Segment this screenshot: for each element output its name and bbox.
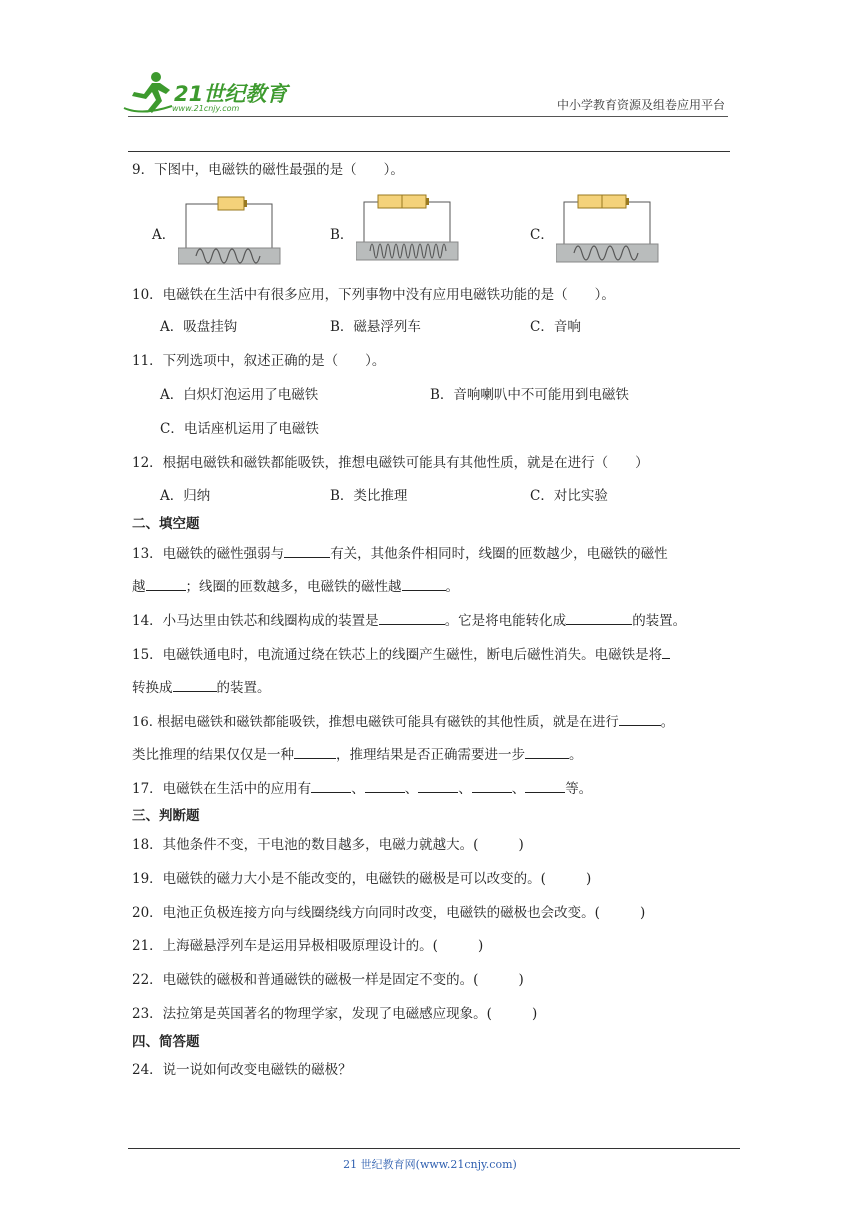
q12-option-b[interactable]: B．类比推理	[330, 488, 408, 504]
answer-blank[interactable]	[525, 744, 569, 759]
question-21: 21．上海磁悬浮列车是运用异极相吸原理设计的。( )	[132, 938, 484, 954]
q12-option-c[interactable]: C．对比实验	[530, 488, 608, 504]
q10-option-b[interactable]: B．磁悬浮列车	[330, 319, 421, 335]
section-short-answer-heading: 四、简答题	[132, 1034, 200, 1050]
question-22: 22．电磁铁的磁极和普通磁铁的磁极一样是固定不变的。( )	[132, 972, 524, 988]
question-13-line2: 越 ；线圈的匝数越多，电磁铁的磁性越 。	[132, 576, 459, 597]
header-divider-bottom	[128, 151, 730, 152]
q10-option-c[interactable]: C．音响	[530, 319, 581, 335]
platform-title: 中小学教育资源及组卷应用平台	[556, 98, 725, 112]
answer-blank[interactable]	[379, 610, 445, 625]
q11-option-a[interactable]: A．白炽灯泡运用了电磁铁	[160, 387, 319, 403]
q9-figure-b	[356, 190, 460, 270]
header-divider	[128, 116, 728, 117]
footer-link[interactable]: 21 世纪教育网(www.21cnjy.com)	[343, 1158, 517, 1171]
q9-option-b-label: B．	[330, 227, 354, 243]
question-16-line1: 16. 根据电磁铁和磁铁都能吸铁，推想电磁铁可能具有磁铁的其他性质，就是在进行 。	[132, 711, 674, 733]
section-true-false-heading: 三、判断题	[132, 808, 200, 824]
answer-blank[interactable]	[525, 778, 565, 793]
answer-blank[interactable]	[294, 744, 336, 759]
answer-blank[interactable]	[662, 644, 670, 659]
q9-figure-c	[556, 190, 660, 270]
q12-option-a[interactable]: A．归纳	[160, 488, 211, 504]
footer-divider	[128, 1148, 740, 1149]
question-16-line2: 类比推理的结果仅仅是一种 ，推理结果是否正确需要进一步 。	[132, 744, 583, 765]
section-fill-in-heading: 二、填空题	[132, 516, 200, 532]
logo-text: 21世纪教育	[174, 82, 288, 106]
question-14: 14．小马达里由铁芯和线圈构成的装置是 。它是将电能转化成 的装置。	[132, 610, 686, 631]
answer-blank[interactable]	[402, 576, 446, 591]
question-18: 18．其他条件不变，干电池的数目越多，电磁力就越大。( )	[132, 837, 524, 853]
question-10-stem: 10．电磁铁在生活中有很多应用，下列事物中没有应用电磁铁功能的是（ ）。	[132, 287, 615, 303]
question-24: 24．说一说如何改变电磁铁的磁极？	[132, 1062, 352, 1078]
question-11-stem: 11．下列选项中，叙述正确的是（ ）。	[132, 353, 386, 369]
answer-blank[interactable]	[365, 778, 405, 793]
question-9-stem: 9．下图中，电磁铁的磁性最强的是（ ）。	[132, 162, 404, 178]
answer-blank[interactable]	[146, 576, 186, 591]
question-12-stem: 12．根据电磁铁和磁铁都能吸铁，推想电磁铁可能具有其他性质，就是在进行（ ）	[132, 455, 649, 471]
runner-logo-icon	[122, 70, 178, 116]
question-23: 23．法拉第是英国著名的物理学家，发现了电磁感应现象。( )	[132, 1006, 538, 1022]
q9-option-c-label: C．	[530, 227, 554, 243]
question-20: 20．电池正负极连接方向与线圈绕线方向同时改变，电磁铁的磁极也会改变。( )	[132, 905, 646, 921]
question-15-line2: 转换成 的装置。	[132, 677, 271, 698]
answer-blank[interactable]	[472, 778, 512, 793]
question-13-line1: 13．电磁铁的磁性强弱与 有关，其他条件相同时，线圈的匝数越少，电磁铁的磁性	[132, 543, 668, 564]
answer-blank[interactable]	[173, 677, 217, 692]
q9-option-a-label: A．	[152, 227, 176, 243]
answer-blank[interactable]	[284, 543, 330, 558]
answer-blank[interactable]	[311, 778, 351, 793]
q11-option-c[interactable]: C．电话座机运用了电磁铁	[160, 421, 319, 437]
question-15-line1: 15．电磁铁通电时，电流通过绕在铁芯上的线圈产生磁性，断电后磁性消失。电磁铁是将	[132, 644, 670, 665]
q11-option-b[interactable]: B．音响喇叭中不可能用到电磁铁	[430, 387, 629, 403]
q9-figure-a	[178, 190, 282, 270]
logo-url: www.21cnjy.com	[172, 104, 240, 113]
answer-blank[interactable]	[619, 711, 661, 726]
q10-option-a[interactable]: A．吸盘挂钩	[160, 319, 238, 335]
answer-blank[interactable]	[418, 778, 458, 793]
question-17: 17．电磁铁在生活中的应用有 、 、 、 、 等。	[132, 778, 592, 799]
answer-blank[interactable]	[566, 610, 632, 625]
site-logo[interactable]	[122, 70, 292, 118]
question-19: 19．电磁铁的磁力大小是不能改变的，电磁铁的磁极是可以改变的。( )	[132, 871, 592, 887]
